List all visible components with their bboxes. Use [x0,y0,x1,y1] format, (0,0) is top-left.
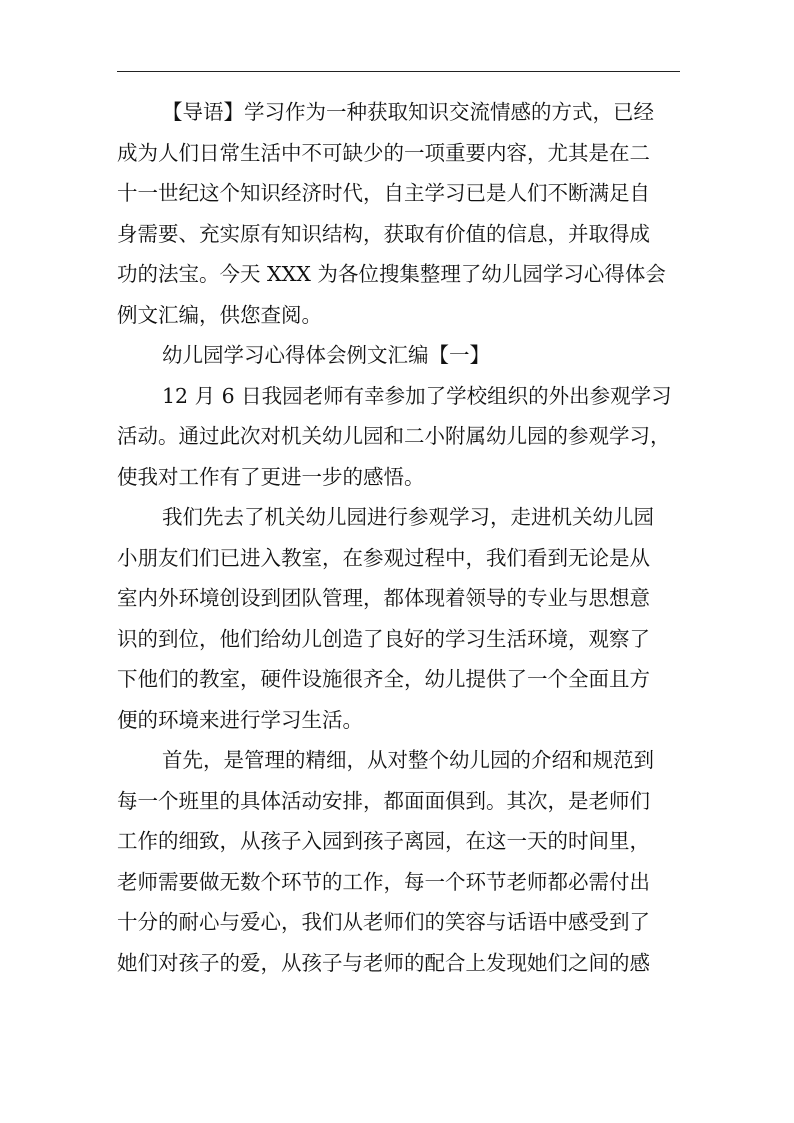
text-line: 使我对工作有了更进一步的感悟。 [117,464,425,489]
text-line: 每一个班里的具体活动安排，都面面俱到。其次，是老师们 [117,788,650,813]
text-line: 12 月 6 日我园老师有幸参加了学校组织的外出参观学习 [162,383,672,408]
text-line: 她们对孩子的爱，从孩子与老师的配合上发现她们之间的感 [117,950,650,975]
text-line: 例文汇编，供您查阅。 [117,302,322,327]
text-line: 幼儿园学习心得体会例文汇编【一】 [162,343,490,367]
text-line: 老师需要做无数个环节的工作，每一个环节老师都必需付出 [117,869,650,894]
text-line: 工作的细致，从孩子入园到孩子离园，在这一天的时间里， [117,829,650,853]
text-line: 活动。通过此次对机关幼儿园和二小附属幼儿园的参观学习， [117,424,671,448]
text-line: 室内外环境创设到团队管理，都体现着领导的专业与思想意 [117,586,650,610]
header-rule [117,71,680,72]
text-line: 【导语】学习作为一种获取知识交流情感的方式，已经 [162,100,654,124]
document-body [117,92,682,983]
text-line: 功的法宝。今天 XXX 为各位搜集整理了幼儿园学习心得体会 [117,262,666,286]
text-line: 身需要、充实原有知识结构，获取有价值的信息，并取得成 [117,221,650,246]
text-line: 十分的耐心与爱心，我们从老师们的笑容与话语中感受到了 [117,910,650,934]
text-line: 首先，是管理的精细，从对整个幼儿园的介绍和规范到 [162,748,654,772]
text-line: 我们先去了机关幼儿园进行参观学习，走进机关幼儿园 [162,505,654,529]
text-line: 识的到位，他们给幼儿创造了良好的学习生活环境，观察了 [117,626,650,651]
text-line: 成为人们日常生活中不可缺少的一项重要内容，尤其是在二 [117,140,650,165]
text-line: 便的环境来进行学习生活。 [117,707,363,732]
text-line: 小朋友们们已进入教室，在参观过程中，我们看到无论是从 [117,545,650,570]
text-line: 下他们的教室，硬件设施很齐全，幼儿提供了一个全面且方 [117,667,650,691]
text-line: 十一世纪这个知识经济时代，自主学习已是人们不断满足自 [117,181,650,205]
